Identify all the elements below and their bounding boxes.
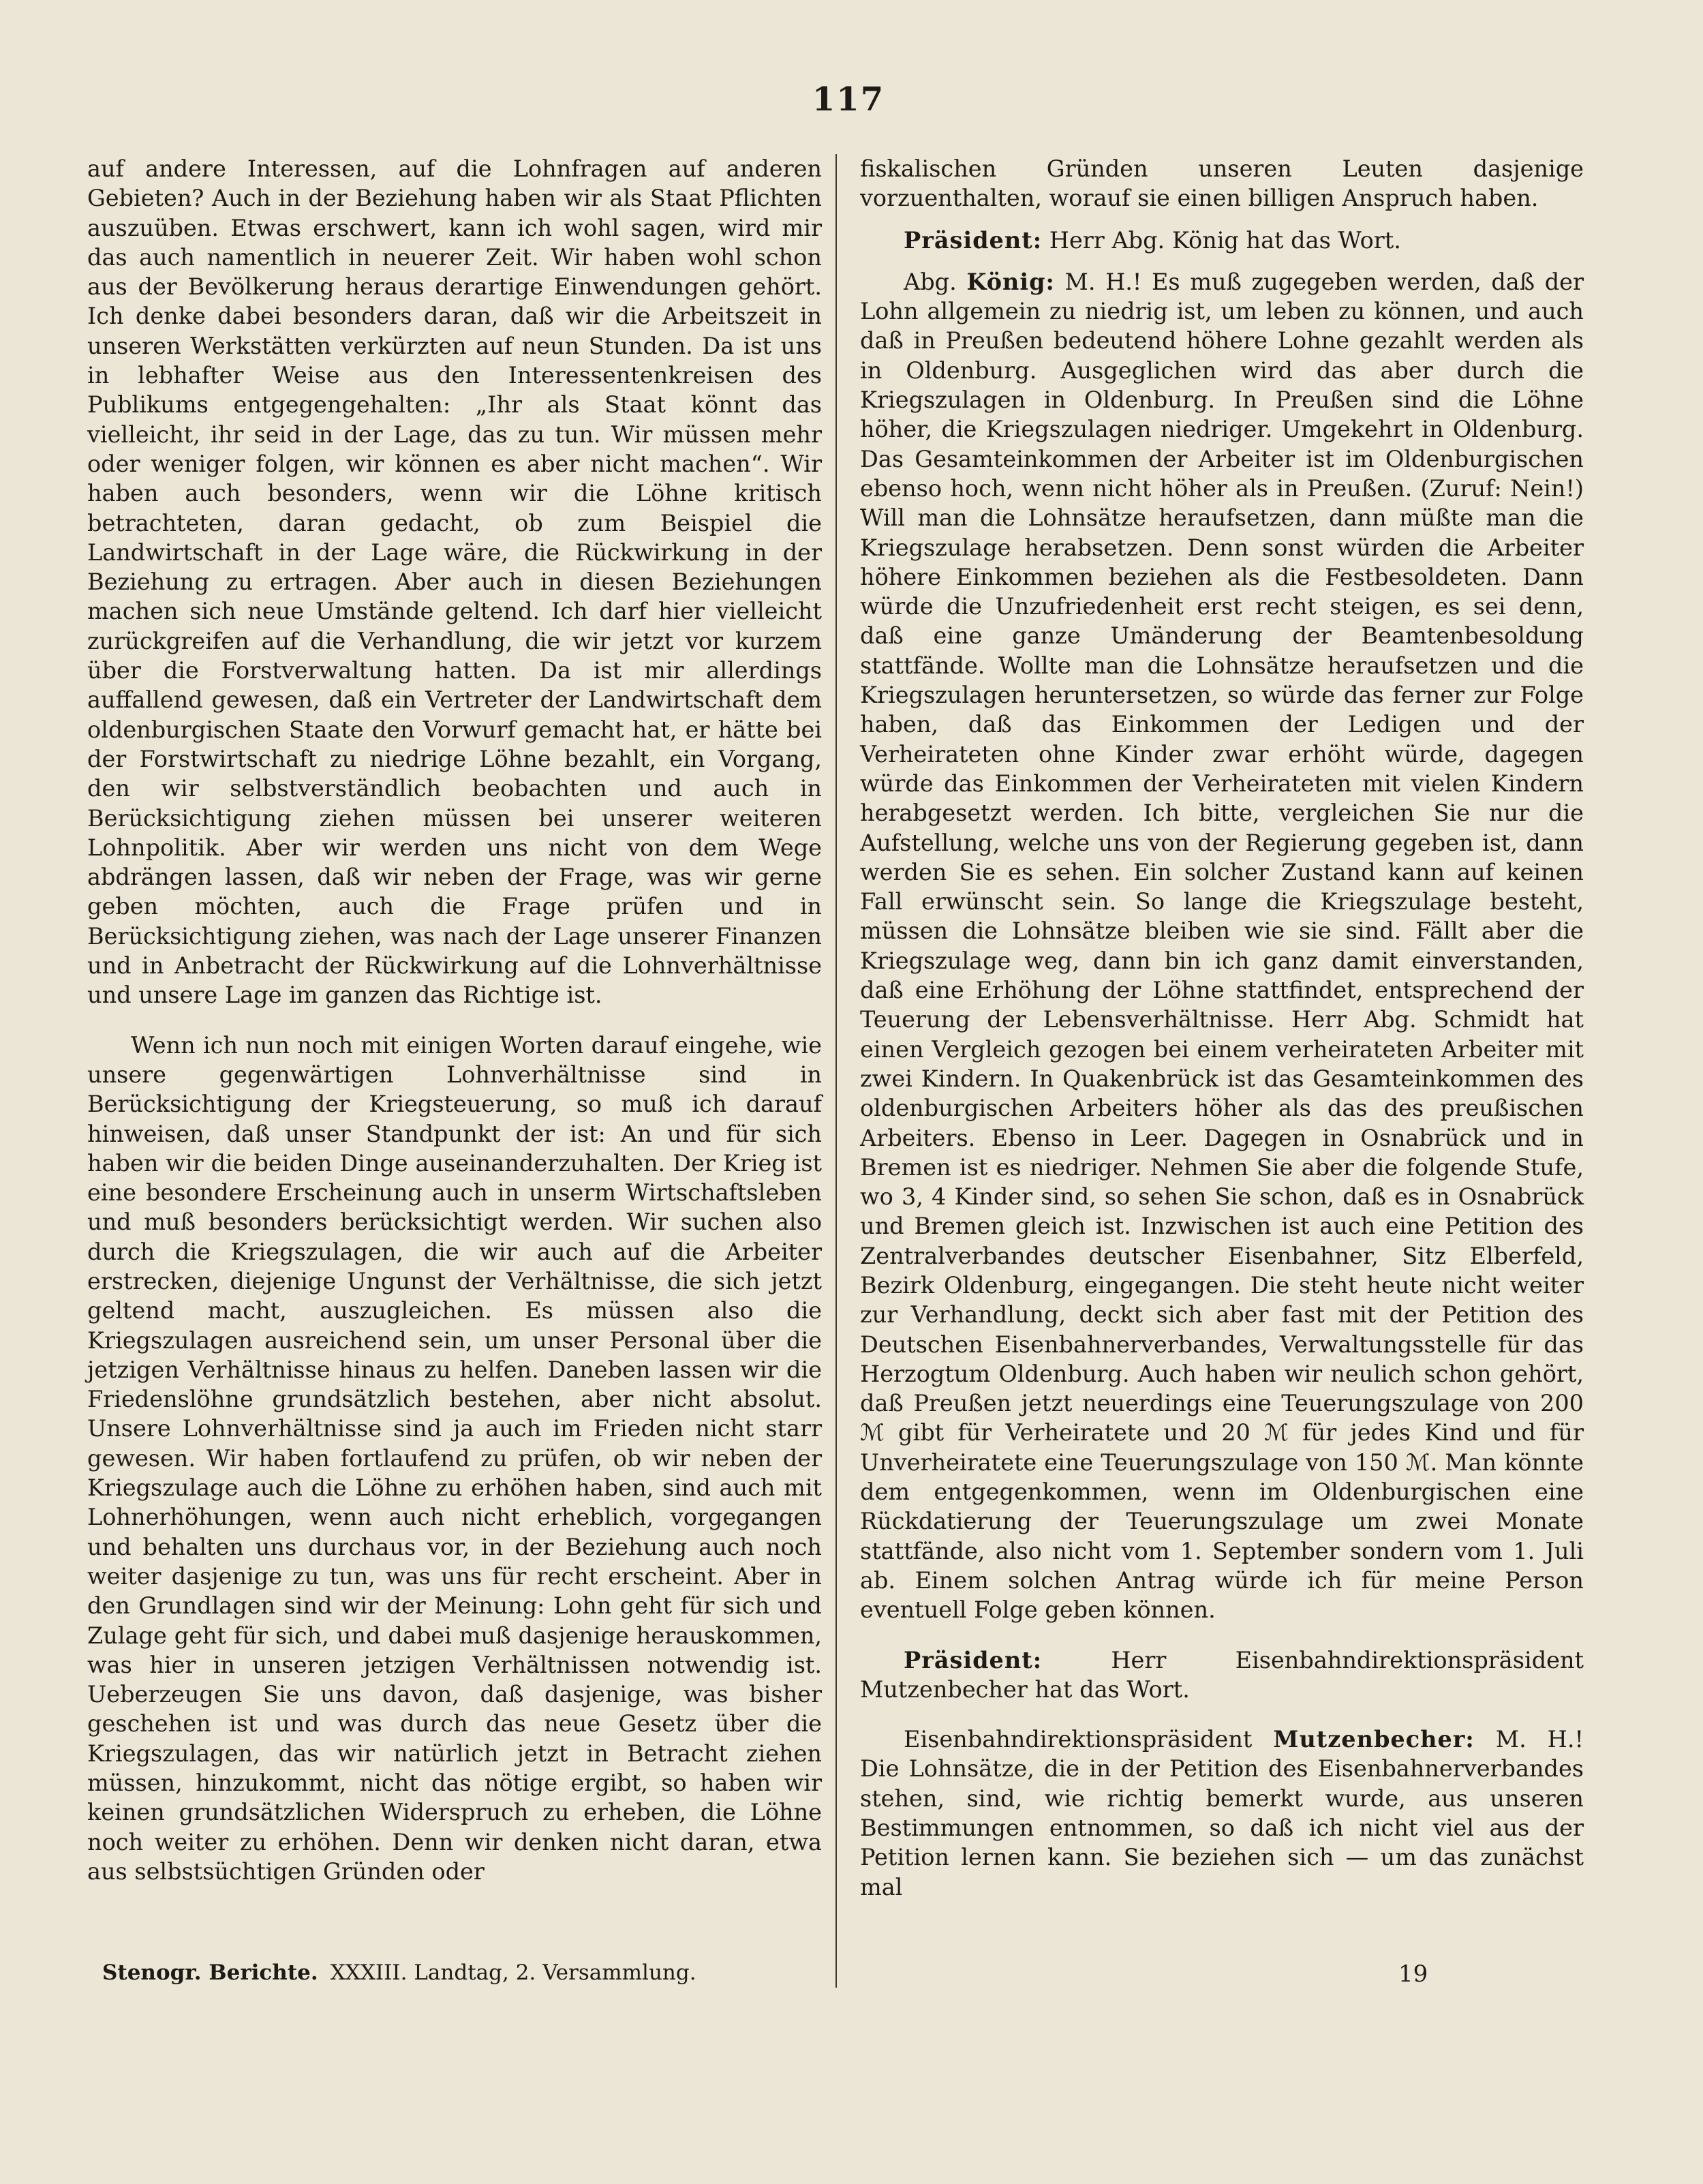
speaker-name: Präsident: <box>904 226 1043 254</box>
speaker-name: Mutzenbecher: <box>1273 1726 1475 1753</box>
paragraph <box>860 1725 1584 1902</box>
paragraph: Wenn ich nun noch mit einigen Worten darauf eingehe, wie unsere gegenwärtigen Lohnverhältnisse sind in Berücksichtigung der Kriegsteuerung, so muß ich darauf hinweisen, daß unser Standpunkt der ist: An und für sich haben wir die beiden Dinge auseinanderzuhalten. Der Krieg ist eine besondere Erscheinung auch in unserm Wirtschaftsleben und muß besonders berücksichtigt werden. Wir suchen also durch die Kriegszulagen, die wir auch auf die Arbeiter erstrecken, diejenige Ungunst der Verhältnisse, die sich jetzt geltend macht, auszugleichen. Es müssen also die Kriegszulagen ausreichend sein, um unser Personal über die jetzigen Verhältnisse hinaus zu helfen. Daneben lassen wir die Friedenslöhne grundsätzlich bestehen, aber nicht absolut. Unsere Lohnverhältnisse sind ja auch im Frieden nicht starr gewesen. Wir haben fortlaufend zu prüfen, ob wir neben der Kriegszulage auch die Löhne zu erhöhen haben, sind auch mit Lohnerhöhungen, wenn auch nicht erheblich, vorgegangen und behalten uns durchaus vor, in der Beziehung auch noch weiter dasjenige zu tun, was uns für recht erscheint. Aber in den Grundlagen sind wir der Meinung: Lohn geht für sich und Zulage geht für sich, und dabei muß dasjenige herauskommen, was hier in unseren jetzigen Verhältnissen notwendig ist. Ueberzeugen Sie uns davon, daß dasjenige, was bisher geschehen ist und was durch das neue Gesetz über die Kriegszulagen, das wir natürlich jetzt in Betracht ziehen müssen, hinzukommt, nicht das nötige ergibt, so haben wir keinen grundsätzlichen Widerspruch zu erheben, die Löhne noch weiter zu erhöhen. Denn wir denken nicht daran, etwa aus selbstsüchtigen Gründen oder <box>87 1031 822 1885</box>
paragraph <box>860 226 1584 255</box>
sheet-number: 19 <box>1398 1960 1428 1988</box>
paragraph <box>860 267 1584 1625</box>
paragraph: auf andere Interessen, auf die Lohnfragen auf anderen Gebieten? Auch in der Beziehung haben wir als Staat Pflichten auszuüben. Etwas erschwert, kann ich wohl sagen, wird mir das auch namentlich in neuerer Zeit. Wir haben wohl schon aus der Bevölkerung heraus derartige Einwendungen gehört. Ich denke dabei besonders daran, daß wir die Arbeitszeit in unseren Werkstätten verkürzten auf neun Stunden. Da ist uns in lebhafter Weise aus den Interessentenkreisen des Publikums entgegengehalten: „Ihr als Staat könnt das vielleicht, ihr seid in der Lage, das zu tun. Wir müssen mehr oder weniger folgen, wir können es aber nicht machen“. Wir haben auch besonders, wenn wir die Löhne kritisch betrachteten, daran gedacht, ob zum Beispiel die Landwirtschaft in der Lage wäre, die Rückwirkung in der Beziehung zu ertragen. Aber auch in diesen Beziehungen machen sich neue Umstände geltend. Ich darf hier vielleicht zurückgreifen auf die Verhandlung, die wir jetzt vor kurzem über die Forstverwaltung hatten. Da ist mir allerdings auffallend gewesen, daß ein Vertreter der Landwirtschaft dem oldenburgischen Staate den Vorwurf gemacht hat, er hätte bei der Forstwirtschaft zu niedrige Löhne bezahlt, ein Vorgang, den wir selbstverständlich beobachten und auch in Berücksichtigung ziehen müssen bei unserer weiteren Lohnpolitik. Aber wir werden uns nicht von dem Wege abdrängen lassen, daß wir neben der Frage, was wir gerne geben möchten, auch die Frage prüfen und in Berücksichtigung ziehen, was nach der Lage unserer Finanzen und in Anbetracht der Rückwirkung auf die Lohnverhältnisse und unsere Lage im ganzen das Richtige ist. <box>87 155 822 1009</box>
page-number: 117 <box>812 80 885 119</box>
paragraph-text: M. H.! Es muß zugegeben werden, daß der Lohn allgemein zu niedrig ist, um leben zu können, und auch daß in Preußen bedeutend höhere Lohne gezahlt werden als in Oldenburg. Ausgeglichen wird das aber durch die Kriegszulagen in Oldenburg. In Preußen sind die Löhne höher, die Kriegszulagen niedriger. Umgekehrt in Oldenburg. Das Gesamteinkommen der Arbeiter ist im Oldenburgischen ebenso hoch, wenn nicht höher als in Preußen. (Zuruf: Nein!) Will man die Lohnsätze heraufsetzen, dann müßte man die Kriegszulage herabsetzen. Denn sonst würden die Arbeiter höhere Einkommen beziehen als die Festbesoldeten. Dann würde die Unzufriedenheit erst recht steigen, es sei denn, daß eine ganze Umänderung der Beamtenbesoldung stattfände. Wollte man die Lohnsätze heraufsetzen und die Kriegszulagen heruntersetzen, so würde das ferner zur Folge haben, daß das Einkommen der Ledigen und der Verheirateten ohne Kinder zwar erhöht würde, dagegen würde das Einkommen der Verheirateten mit vielen Kindern herabgesetzt werden. Ich bitte, vergleichen Sie nur die Aufstellung, welche uns von der Regierung gegeben ist, dann werden Sie es sehen. Ein solcher Zustand kann auf keinen Fall erwünscht sein. So lange die Kriegszulage besteht, müssen die Lohnsätze bleiben wie sie sind. Fällt aber die Kriegszulage weg, dann bin ich ganz damit einverstanden, daß eine Erhöhung der Löhne stattfindet, entsprechend der Teuerung der Lebensverhältnisse. Herr Abg. Schmidt hat einen Vergleich gezogen bei einem verheirateten Arbeiter mit zwei Kindern. In Quakenbrück ist das Gesamteinkommen des oldenburgischen Arbeiters höher als das des preußischen Arbeiters. Ebenso in Leer. Dagegen in Osnabrück und in Bremen ist es niedriger. Nehmen Sie aber die folgende Stufe, wo 3, 4 Kinder sind, so sehen Sie schon, daß es in Osnabrück und Bremen gleich ist. Inzwischen ist auch eine Petition des Zentralverbandes deutscher Eisenbahner, Sitz Elberfeld, Bezirk Oldenburg, eingegangen. Die steht heute nicht weiter zur Verhandlung, deckt sich aber fast mit der Petition des Deutschen Eisenbahnerverbandes, Verwaltungsstelle für das Herzogtum Oldenburg. Auch haben wir neulich schon gehört, daß Preußen jetzt neuerdings eine Teuerungszulage von 200 ℳ gibt für Verheiratete und 20 ℳ für jedes Kind und für Unverheiratete eine Teuerungszulage von 150 ℳ. Man könnte dem entgegenkommen, wenn im Oldenburgischen eine Rückdatierung der Teuerungszulage um zwei Monate stattfände, also nicht vom 1. September sondern vom 1. Juli ab. Einem solchen Antrag würde ich für meine Person eventuell Folge geben können. <box>860 268 1584 1624</box>
footer-citation <box>102 1960 696 1985</box>
speaker-title: Abg. <box>904 268 967 295</box>
column-divider <box>835 154 837 1988</box>
speaker-title: Eisenbahndirektionspräsident <box>904 1726 1274 1753</box>
right-column <box>860 154 1584 1902</box>
footer-session: XXXIII. Landtag, 2. Versammlung. <box>330 1960 696 1985</box>
left-column <box>87 154 822 1886</box>
paragraph-text: M. H.! Die Lohnsätze, die in der Petition des Eisenbahnerverbandes stehen, sind, wie richtig bemerkt wurde, aus unseren Bestimmungen entnommen, so daß ich nicht viel aus der Petition lernen kann. Sie beziehen sich — um das zunächst mal <box>860 1726 1584 1900</box>
speaker-name: Präsident: <box>904 1646 1043 1673</box>
speaker-name: König: <box>966 268 1055 295</box>
paragraph-text: Herr Abg. König hat das Wort. <box>1042 226 1401 254</box>
footer-publication: Stenogr. Berichte. <box>102 1960 318 1985</box>
paragraph <box>860 1645 1584 1705</box>
paragraph-text: Herr Eisenbahndirektionspräsident Mutzenbecher hat das Wort. <box>860 1646 1584 1703</box>
paragraph: fiskalischen Gründen unseren Leuten dasjenige vorzuenthalten, worauf sie einen billigen Anspruch haben. <box>860 155 1584 212</box>
